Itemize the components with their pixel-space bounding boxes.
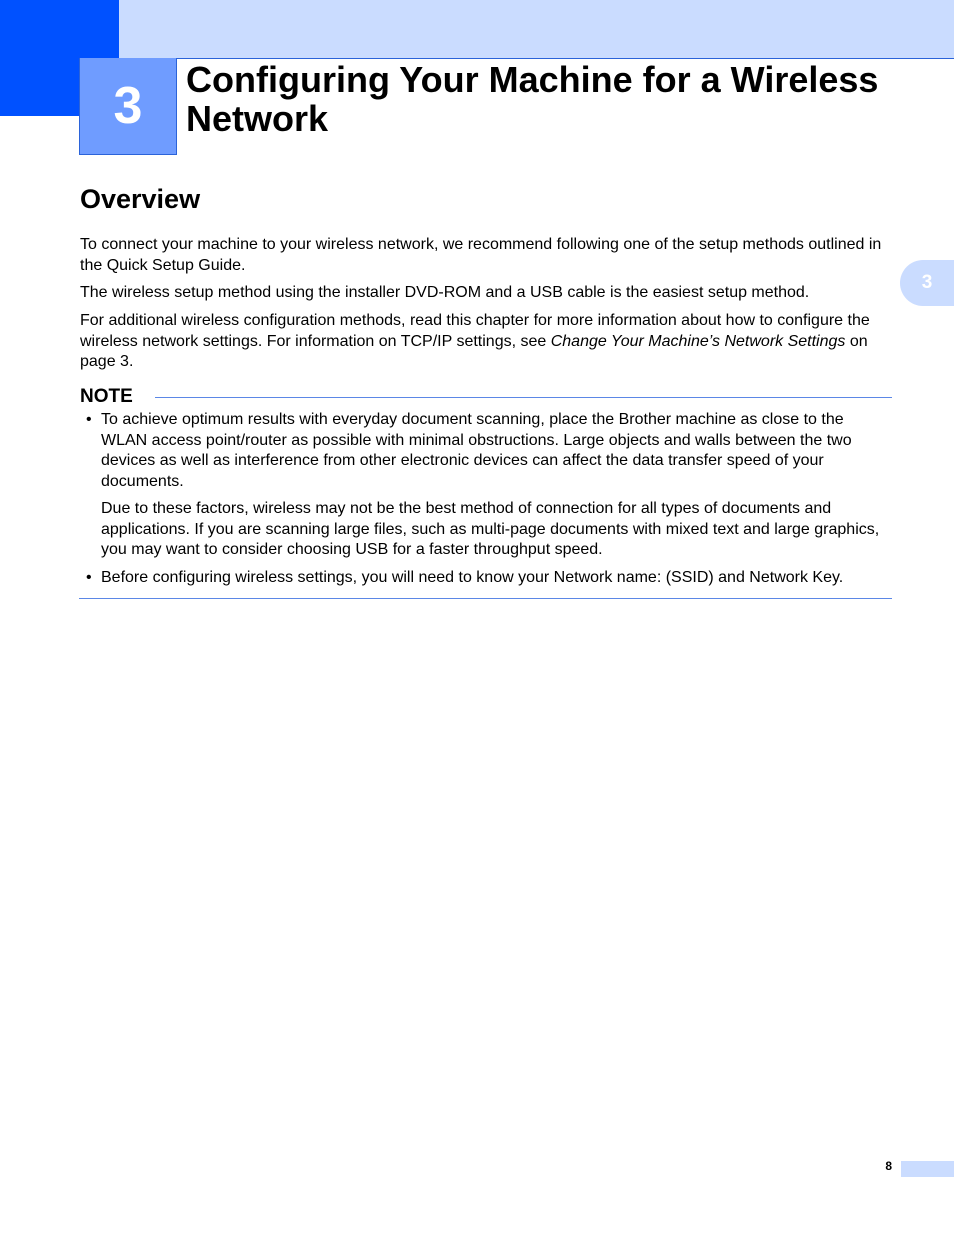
paragraph-intro: To connect your machine to your wireless network, we recommend following one of the setup methods outlined in the Quick Setup Guide. (80, 236, 882, 274)
paragraph-setup-method: The wireless setup method using the installer DVD-ROM and a USB cable is the easiest setup method. (80, 284, 810, 301)
header-band (0, 0, 954, 59)
chapter-number: 3 (113, 77, 143, 135)
paragraph-text: For additional wireless configuration methods, read this chapter for more information about how to configure the wireless network settings. For information on TCP/IP settings, see (80, 312, 870, 350)
paragraph-additional-methods (80, 311, 892, 373)
note-item-network-key: Before configuring wireless settings, you will need to know your Network name: (SSID) and Network Key. (101, 569, 844, 586)
note-divider-top (155, 397, 892, 398)
note-item-scanning: To achieve optimum results with everyday document scanning, place the Brother machine as close to the WLAN access point/router as possible with minimal obstructions. Large objects and walls between the two devices as well as interference from other electronic devices can affect the data transfer speed of your documents. (101, 411, 852, 490)
note-heading: NOTE (80, 386, 133, 407)
chapter-number-box (79, 58, 177, 155)
page-number-tab (901, 1161, 954, 1177)
bullet-marker: • (86, 411, 92, 428)
paragraph-text: on page 3. (80, 332, 868, 370)
side-tab-number: 3 (921, 272, 933, 293)
bullet-marker: • (86, 569, 92, 586)
cross-reference-link[interactable]: Change Your Machine’s Network Settings (550, 332, 846, 350)
note-divider-bottom (79, 598, 892, 599)
page-number: 8 (885, 1159, 892, 1173)
section-heading: Overview (80, 184, 201, 214)
chapter-side-tab[interactable] (900, 260, 954, 306)
note-item-scanning-continued: Due to these factors, wireless may not be the best method of connection for all types of documents and applications. If you are scanning large files, such as multi-page documents with mixed text and large graphics, you may want to consider choosing USB for a faster throughput speed. (101, 500, 880, 558)
chapter-title: Configuring Your Machine for a Wireless Network (186, 59, 879, 139)
